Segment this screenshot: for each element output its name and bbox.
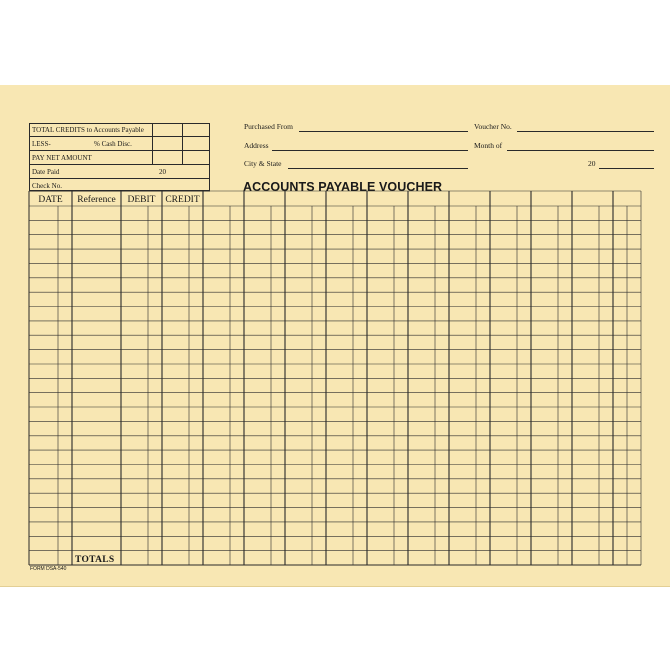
cash-disc-label: % Cash Disc. — [94, 140, 132, 148]
address-label: Address — [244, 141, 269, 150]
year-prefix: 20 — [588, 159, 596, 168]
check-no-label: Check No. — [32, 182, 62, 190]
column-header-date: DATE — [38, 195, 63, 205]
column-header-credit: CREDIT — [165, 195, 200, 205]
voucher-no-label: Voucher No. — [474, 122, 512, 131]
form-number: FORM DSA-540 — [30, 566, 67, 572]
totals-label: TOTALS — [75, 555, 115, 565]
column-header-debit: DEBIT — [127, 195, 156, 205]
date-paid-label: Date Paid — [32, 168, 60, 176]
date-paid-year: 20 — [159, 168, 166, 176]
purchased-from-label: Purchased From — [244, 122, 293, 131]
month-of-label: Month of — [474, 141, 503, 150]
less-label: LESS- — [32, 140, 51, 148]
column-header-reference: Reference — [77, 195, 116, 205]
city-state-label: City & State — [244, 159, 282, 168]
total-credits-label: TOTAL CREDITS to Accounts Payable — [32, 126, 144, 134]
voucher-form — [0, 85, 670, 587]
pay-net-amount-label: PAY NET AMOUNT — [32, 154, 92, 162]
page-title: ACCOUNTS PAYABLE VOUCHER — [243, 180, 443, 194]
ledger-grid — [0, 85, 670, 587]
